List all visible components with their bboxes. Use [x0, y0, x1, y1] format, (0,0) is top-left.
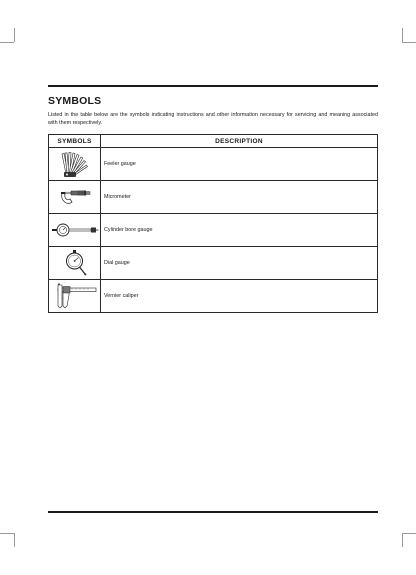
description-column-header: DESCRIPTION [101, 135, 378, 148]
symbols-column-header: SYMBOLS [49, 135, 101, 148]
cylinder-bore-gauge-icon [51, 220, 99, 240]
description-cell: Cylinder bore gauge [101, 214, 378, 247]
crop-mark [402, 28, 403, 42]
table-row [49, 214, 378, 247]
vernier-caliper-icon [52, 282, 98, 310]
crop-mark [14, 533, 15, 547]
description-cell: Dial gauge [101, 247, 378, 280]
description-cell: Micrometer [101, 181, 378, 214]
crop-mark [0, 533, 14, 534]
description-cell: Vernier caliper [101, 280, 378, 313]
description-cell: Feeler gauge [101, 148, 378, 181]
symbols-table [48, 134, 378, 313]
crop-mark [402, 533, 403, 547]
dial-gauge-icon [60, 249, 90, 277]
crop-mark [402, 533, 416, 534]
top-rule [48, 85, 378, 87]
bottom-rule [48, 511, 378, 513]
table-row [49, 247, 378, 280]
crop-mark [0, 42, 14, 43]
intro-text: Listed in the table below are the symbols indicating instructions and other information necessary for servicing and meaning associated with them respectively. [48, 112, 378, 126]
symbol-cell [49, 148, 101, 181]
symbol-cell [49, 247, 101, 280]
table-header-row [49, 135, 378, 148]
micrometer-icon [56, 185, 94, 209]
table-row [49, 181, 378, 214]
crop-mark [402, 42, 416, 43]
symbol-cell [49, 214, 101, 247]
table-row [49, 148, 378, 181]
symbol-cell [49, 280, 101, 313]
feeler-gauge-icon [58, 150, 92, 178]
crop-mark [14, 28, 15, 42]
symbol-cell [49, 181, 101, 214]
table-row [49, 280, 378, 313]
page-title: SYMBOLS [48, 95, 102, 107]
